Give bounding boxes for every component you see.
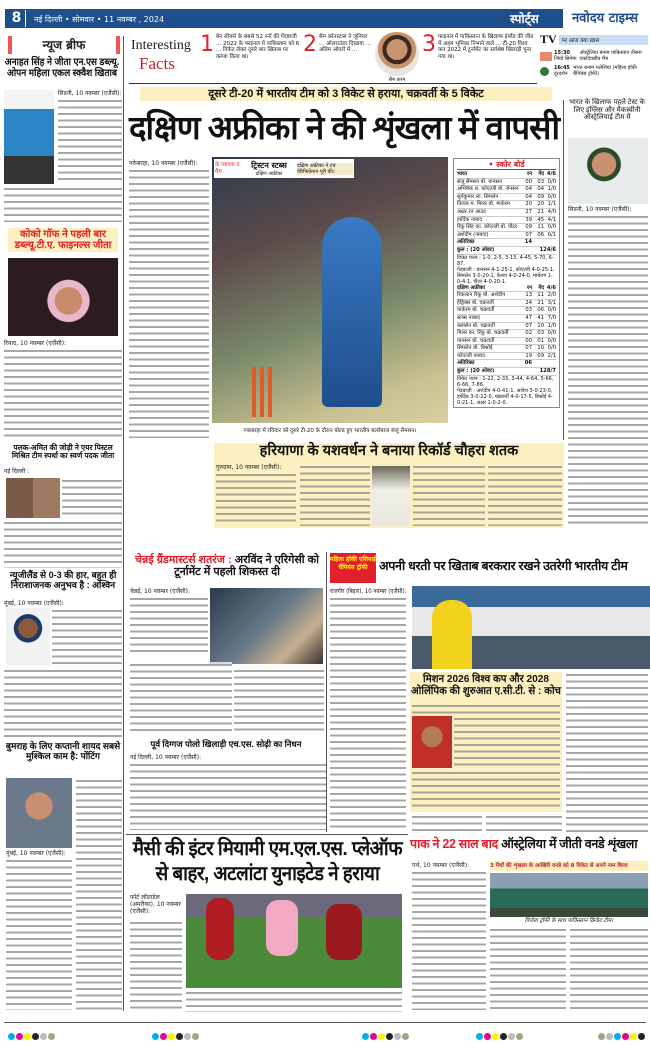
color-registration-marks: [152, 1025, 200, 1044]
photo-caption: गकबरहा में रविवार को दूसरे टी-20 के दौरान बोल्ड हुए भारतीय बल्लेबाज संजू सैमसन।: [243, 428, 417, 434]
scoreboard-row: अक्षर रन आउट 27 21 4/0: [457, 208, 556, 215]
scoreboard-row: सूर्यकुमार ला. सिमलेन 04 09 0/0: [457, 193, 556, 200]
page-bottom-rule: [4, 1022, 646, 1023]
news-brief-label: न्यूज ब्रीफ: [8, 36, 120, 54]
messi-body: [130, 920, 182, 1010]
right-story-body: [568, 214, 648, 524]
ponting-photo: [6, 778, 72, 848]
brief-dateline: सिडनी, 10 नवम्बर (एजैंसी):: [58, 90, 122, 97]
brief-body-text: [62, 478, 122, 518]
main-headline: दक्षिण अफ्रीका ने की शृंखला में वापसी: [128, 109, 559, 146]
palak-amit-photo: [6, 478, 60, 518]
tv-row: 15:30 जियो सिनेमा ऑस्ट्रेलिया बनाम पाकिस्तान तीसरा एकदिवसीय मैच: [540, 50, 648, 62]
coach-photo: [412, 716, 452, 768]
chess-dateline: चेन्नई, 10 नवम्बर (एजैंसी):: [130, 588, 191, 595]
hockey-body: [486, 814, 562, 832]
page-number: 8: [8, 10, 26, 27]
batsman-figure: [322, 217, 382, 407]
haryana-body: [488, 464, 562, 526]
scoreboard-row: हार्दिक नाबाद 39 45 4/1: [457, 216, 556, 223]
scoreboard-row: अभिषेक श. कोएत्जी बो. जेनसन 04 04 1/0: [457, 186, 556, 193]
brief-body-text: [52, 608, 122, 666]
key-player-label: के व्यापक द मैच: [215, 162, 240, 175]
brief-body-text: [58, 98, 122, 184]
right-story-headline: भारत के खिलाफ पहले टेस्ट के लिए इंग्लिस और मैकस्वीनी ऑस्ट्रेलियाई टीम में: [569, 99, 645, 122]
scoreboard-row: अर्शदीप (नाबाद) 07 06 0/1: [457, 231, 556, 238]
fact-3: 3 फाइनल में पाकिस्तान के खिलाफ इंग्लैंड की जीत में अहम भूमिका निभाने वाले ... टी-20 विश्व कप 2022 में टूर्नामेंट का सर्वश्रेष्ठ खिलाड़ी चुना गया था।: [422, 32, 534, 60]
fact-photo-caption: सैम करन: [388, 77, 406, 83]
haryana-body: [216, 472, 296, 526]
brief-body-text: [4, 348, 122, 440]
messi-match-photo: [186, 894, 402, 988]
brief-body-text: [4, 668, 122, 738]
facts-title: Interesting Facts: [131, 38, 191, 73]
brief-body-text: [4, 186, 122, 222]
hockey-headline: अपनी धरती पर खिताब बरकरार रखने उतरेगी भारतीय टीम: [379, 559, 628, 573]
scoreboard-row: रिंकू सिंह का. कोएत्जी बो. पीटर 09 11 0/0: [457, 224, 556, 231]
tv-subtitle: पर आज क्या खास: [559, 35, 648, 45]
scoreboard-row: हेंड्रिक्स बो. चक्रवर्ती 24 21 3/1: [457, 299, 556, 306]
key-player-box: [214, 159, 354, 178]
fact-2: 2 सैम कोनस्टास ने जूनियर ... ऑलराउंडर दिखाया ... अंतिम ओवरों में ...: [303, 32, 371, 57]
color-registration-marks: [476, 1025, 524, 1044]
haryana-body: [300, 464, 370, 526]
tv-title: TV: [540, 32, 557, 46]
scoreboard-title: • स्कोर बोर्ड: [457, 160, 556, 170]
mission-body: [412, 770, 560, 810]
channel-logo-icon: [540, 52, 552, 61]
player-yellow-jersey: [432, 600, 472, 669]
pak-subhead: 3 मैचों की शृंखला के आखिरी वनडे को 8 विकेट से अपने नाम किया: [490, 861, 648, 871]
scoreboard-row: यानसन बो. चक्रवर्ती 00 01 0/0: [457, 337, 556, 344]
hockey-team-photo: [412, 586, 650, 669]
india-fall-of-wickets: विकेट पतन : 1-0, 2-5, 3-15, 4-45, 5-70, 6-87.: [457, 254, 554, 267]
doordarshan-logo-icon: [540, 67, 549, 76]
chess-headline: चेन्नई ग्रैंडमास्टर्स शतरंज : अरविंद ने एरिगेसी को टूर्नामेंट में पहली शिकस्त दी: [135, 554, 319, 579]
haryana-dateline: गुरुग्राम, 10 नवम्बर (एजैंसी):: [216, 464, 282, 471]
key-player-team: दक्षिण अफ्रीका: [255, 171, 283, 177]
brief-dateline: मुंबई, 10 नवम्बर (एजैंसी):: [6, 850, 66, 857]
brief-body-text: [6, 858, 72, 1010]
coco-gauff-photo: [8, 258, 118, 336]
column-divider: [563, 100, 564, 440]
dateline: नई दिल्ली • सोमवार • 11 नवम्बर , 2024: [34, 15, 165, 24]
key-player-note: दक्षिण अफ्रीका ने टच वेरिफिकेशन पूरी की।: [297, 163, 353, 175]
main-dateline: गकेबरहा, 10 नवम्बर (एजैंसी):: [129, 160, 198, 167]
messi-body: [186, 990, 402, 1012]
australian-player-photo: [568, 138, 648, 204]
scoreboard-row: सिमलेन बो. बिश्नोई 07 10 0/0: [457, 345, 556, 352]
mission-body: [454, 716, 560, 768]
hockey-badge: महिला हॉकी एशियाई चैंपियंस ट्रॉफी: [330, 553, 376, 583]
pakistan-team-photo: [490, 873, 648, 917]
hockey-body: [412, 814, 482, 832]
stumps: [252, 367, 274, 417]
main-kicker: दूसरे टी-20 में भारतीय टीम को 3 विकेट से हराया, चक्रवर्ती के 5 विकेट: [140, 87, 552, 101]
brief-dateline: मुंबई, 10 नवम्बर (एजैंसी):: [4, 600, 64, 607]
newspaper-logo: नवोदय टाइम्स: [563, 8, 647, 29]
ashwin-photo: [6, 608, 50, 666]
brief-body-text: [4, 520, 122, 568]
scoreboard-row: संजू सैमसन बो. यानसन 00 03 0/0: [457, 178, 556, 185]
india-bowling: गेंदबाजी : यानसन 4-1-25-1, कोएत्जी 4-0-25-1, सिमलेन 3-0-20-1, केशव 4-0-24-0, मार्करम 1-0-4-1, पीटर 4-0-20-1.: [457, 266, 555, 285]
chess-body: [130, 596, 208, 656]
messi-dateline: फोर्ट लॉडरडेल (अमरीका), 10 नवम्बर (एजैंसी):: [130, 894, 181, 915]
sa-batting-list: [457, 292, 556, 360]
player-red-jersey: [326, 904, 362, 960]
pak-body: [570, 927, 648, 1010]
india-batting-list: [457, 179, 556, 240]
pak-photo-caption: विजेता ट्रॉफी के साथ पाकिस्तान क्रिकेट टीम।: [524, 918, 614, 924]
column-divider: [123, 36, 124, 1011]
key-player-name: ट्रिस्टन स्टब्स: [251, 161, 287, 170]
brief-headline: बुमराह के लिए कप्तानी शायद सबसे मुश्किल काम है: पोंटिंग: [5, 741, 121, 761]
player-red-jersey: [206, 898, 234, 960]
messi-headline: मैसी की इंटर मियामी एम.एल.एस. प्लेऑफ से बाहर, अटलांटा युनाइटेड ने हराया: [132, 838, 403, 885]
mission-body: [412, 703, 560, 714]
chess-body: [234, 668, 324, 734]
sa-bowling: गेंदबाजी : अर्शदीप 4-0-41-1, आवेश 3-0-23-0, हार्दिक 3-0-22-0, चक्रवर्ती 4-0-17-5, बिश्नोई 4-0-21-1, अक्षर 1-0-2-0.: [457, 387, 553, 406]
polo-dateline: नई दिल्ली, 10 नवम्बर (एजैंसी):: [130, 754, 202, 761]
color-registration-marks: [362, 1025, 410, 1044]
tv-row: 16:45 दूरदर्शन भारत बनाम मलेशिया (महिला हॉकी चैंपियंस ट्रॉफी): [540, 65, 648, 77]
section-title: स्पोर्ट्स: [510, 12, 539, 26]
scoreboard-row: मार्करम बो. चक्रवर्ती 03 06 0/0: [457, 307, 556, 314]
chess-body: [130, 662, 232, 734]
hockey-dateline: राजगीर (बिहार), 10 नवम्बर (एजैंसी):: [330, 588, 407, 595]
brief-body-text: [76, 778, 122, 1010]
brief-headline: कोको गॉफ ने पहली बार डब्ल्यू.टी.ए. फाइनल्स जीता: [8, 228, 118, 252]
hockey-body: [566, 672, 648, 832]
scoreboard-row: रिकल्टन रिंकू बो. अर्शदीप 13 11 2/0: [457, 292, 556, 299]
pak-body: [490, 927, 566, 1010]
scoreboard-row: क्लासेन बो. चक्रवर्ती 07 10 1/0: [457, 322, 556, 329]
fact-person-photo: [375, 32, 419, 76]
polo-body: [130, 762, 326, 830]
fact-1: 1 बेन सीयर्स के सबसे 52 रनों की गेंदबाजी ... 2022 के फाइनल में पाकिस्तान को 6 ... विकेट लेकर दूसरे बार खिताब पर कब्जा किया था।: [200, 32, 300, 60]
color-registration-marks: [598, 1025, 646, 1044]
scoreboard-row: स्टब्स नाबाद 47 41 7/0: [457, 314, 556, 321]
sa-fall-of-wickets: विकेट पतन : 1-22, 2-33, 3-44, 4-64, 5-66, 6-66, 7-86.: [457, 375, 554, 388]
scoreboard: • स्कोर बोर्ड भारत रन गेंद 4/6 संजू सैमसन बो. यानसन 00 03 0/0 अभिषेक श. कोएत्जी बो. जेनसन 04 04 1/0 सूर्यकुमार ला. सिमलेन 04 09 0/0 तिलक म. मिलर बो. मार्करम 20 20 1/1 अक्षर रन आउट 27 21 4/0 हार्दिक नाबाद 39 45 4/1 रिंकू सिंह का. कोएत्जी बो. पीटर 09 11 0/0 अर्शदीप (नाबाद) 07 06 0/1 अतिरिक्त 14 कुल : (20 ओवर) 124/6 विकेट पतन : 1-0, 2-5, 3-15, 4-45, 5-70, 6-87. गेंदबाजी : यानसन 4-1-25-1, कोएत्जी 4-0-25-1, सिमलेन 3-0-20-1, केशव 4-0-24-0, मार्करम 1-0-4-1, पीटर 4-0-20-1. दक्षिण अफ्रीका रन गेंद 4/6 रिकल्टन रिंकू बो. अर्शदीप 13 11 2/0 हेंड्रिक्स बो. चक्रवर्ती 24 21 3/1 मार्करम बो. चक्रवर्ती 03 06 0/0 स्टब्स नाबाद 47 41 7/0 क्लासेन बो. चक्रवर्ती 07 10 1/0 मिलर का. रिंकू बो. चक्रवर्ती 02 03 0/0 यानसन बो. चक्रवर्ती 00 01 0/0 सिमलेन बो. बिश्नोई 07 10 0/0 कोएत्जी नाबाद 19 09 2/1 अतिरिक्त 06 कुल : (20 ओवर) 128/7 विकेट पतन : 1-22, 2-33, 3-44, 4-64, 5-66, 6-66, 7-86. गेंदबाजी : अर्शदीप 4-0-41-1, आवेश 3-0-23-0, हार्दिक 3-0-22-0, चक्रवर्ती 4-0-17-5, बिश्नोई 4-0-21-1, अक्षर 1-0-2-0.: [453, 158, 560, 408]
hockey-body: [330, 596, 406, 832]
scoreboard-row: मिलर का. रिंकू बो. चक्रवर्ती 02 03 0/0: [457, 330, 556, 337]
cricket-match-photo: [212, 157, 448, 423]
brief-headline: न्यूजीलैंड से 0-3 की हार, बहुत ही निराशाजनक अनुभव है : अश्विन: [9, 570, 117, 590]
brief-dateline: नई दिल्ली :: [4, 468, 30, 475]
scoreboard-row: तिलक म. मिलर बो. मार्करम 20 20 1/1: [457, 201, 556, 208]
pak-body: [412, 870, 486, 1010]
color-registration-marks: [8, 1025, 56, 1044]
brief-dateline: रियाद, 10 नवम्बर (एजैंसी):: [4, 340, 67, 347]
squash-player-photo: [4, 90, 54, 184]
mission-headline: मिशन 2026 विश्व कप और 2028 ओलिंपिक की शुरुआत ए.सी.टी. से : कोच: [411, 673, 561, 697]
haryana-headline: हरियाणा के यशवर्धन ने बनाया रिकॉर्ड चौहरा शतक: [259, 443, 519, 459]
polo-headline: पूर्व दिग्गज पोलो खिलाड़ी एच.एस. सोढ़ी का निधन: [150, 739, 302, 749]
yashvardhan-photo: [372, 466, 410, 526]
haryana-body: [413, 464, 485, 526]
brief-headline: अनाहत सिंह ने जीता एन.एस डब्ल्यू. ओपन महिला एकल स्क्वैश खिताब: [4, 57, 120, 79]
brief-headline: पलक-अमित की जोड़ी ने एयर पिस्टल मिश्रित टीम स्पर्धा का स्वर्ण पदक जीता: [11, 443, 115, 461]
scoreboard-row: कोएत्जी नाबाद 19 09 2/1: [457, 352, 556, 359]
chess-match-photo: [210, 588, 323, 664]
interesting-facts-box: [129, 32, 537, 84]
right-story-dateline: सिडनी, 10 नवम्बर (एजैंसी):: [568, 206, 632, 213]
player-pink-jersey: [266, 900, 298, 956]
tv-box: [540, 32, 648, 92]
chess-kicker: चेन्नई ग्रैंडमास्टर्स शतरंज :: [135, 554, 232, 566]
pak-dateline: पर्थ, 10 नवम्बर (एजैंसी):: [412, 862, 470, 869]
pak-headline: पाक ने 22 साल बाद ऑस्ट्रेलिया में जीती वनडे शृंखला: [410, 837, 638, 851]
main-body-text: [129, 168, 209, 438]
